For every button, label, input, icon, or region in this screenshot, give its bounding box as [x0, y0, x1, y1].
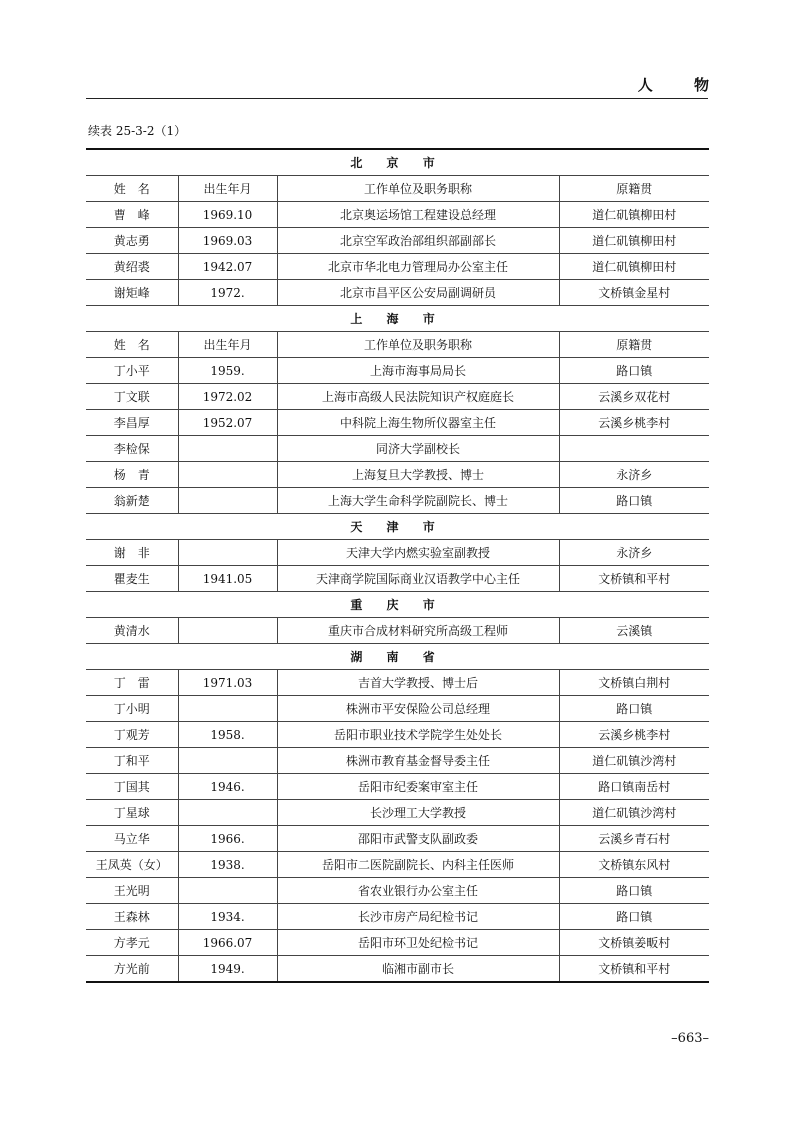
- table-row: [86, 696, 709, 722]
- table-caption: 续表 25-3-2（1）: [88, 124, 187, 138]
- birth-cell: 1972.02: [178, 384, 277, 410]
- section-title: 重 庆 市: [86, 592, 709, 618]
- name-cell: 丁 雷: [86, 670, 178, 696]
- hometown-cell: 云溪乡双花村: [559, 384, 709, 410]
- table-row: [86, 254, 709, 280]
- name-cell: 丁小平: [86, 358, 178, 384]
- table-row: [86, 904, 709, 930]
- hometown-cell: 永济乡: [559, 540, 709, 566]
- name-cell: 丁和平: [86, 748, 178, 774]
- column-header: 出生年月: [178, 332, 277, 358]
- birth-cell: 1969.03: [178, 228, 277, 254]
- hometown-cell: 文桥镇和平村: [559, 956, 709, 983]
- hometown-cell: 道仁矶镇柳田村: [559, 254, 709, 280]
- table-row: [86, 800, 709, 826]
- position-cell: 北京市华北电力管理局办公室主任: [277, 254, 559, 280]
- hometown-cell: 道仁矶镇沙湾村: [559, 800, 709, 826]
- hometown-cell: 路口镇: [559, 696, 709, 722]
- position-cell: 北京市昌平区公安局副调研员: [277, 280, 559, 306]
- birth-cell: [178, 618, 277, 644]
- table-row: [86, 462, 709, 488]
- position-cell: 北京空军政治部组织部副部长: [277, 228, 559, 254]
- name-cell: 谢矩峰: [86, 280, 178, 306]
- hometown-cell: 道仁矶镇沙湾村: [559, 748, 709, 774]
- column-header: 姓 名: [86, 176, 178, 202]
- name-cell: 丁文联: [86, 384, 178, 410]
- hometown-cell: 云溪乡桃李村: [559, 722, 709, 748]
- birth-cell: 1959.: [178, 358, 277, 384]
- page-number: –663–: [671, 1031, 709, 1046]
- position-cell: 天津大学内燃实验室副教授: [277, 540, 559, 566]
- position-cell: 上海市高级人民法院知识产权庭庭长: [277, 384, 559, 410]
- birth-cell: 1966.: [178, 826, 277, 852]
- birth-cell: 1969.10: [178, 202, 277, 228]
- table-row: [86, 202, 709, 228]
- table-row: [86, 670, 709, 696]
- hometown-cell: 文桥镇姜畈村: [559, 930, 709, 956]
- name-cell: 丁小明: [86, 696, 178, 722]
- birth-cell: [178, 696, 277, 722]
- position-cell: 临湘市副市长: [277, 956, 559, 983]
- position-cell: 长沙市房产局纪检书记: [277, 904, 559, 930]
- birth-cell: 1934.: [178, 904, 277, 930]
- position-cell: 株洲市教育基金督导委主任: [277, 748, 559, 774]
- position-cell: 吉首大学教授、博士后: [277, 670, 559, 696]
- hometown-cell: 文桥镇和平村: [559, 566, 709, 592]
- position-cell: 上海大学生命科学院副院长、博士: [277, 488, 559, 514]
- name-cell: 王凤英（女）: [86, 852, 178, 878]
- header-rule: [86, 98, 708, 99]
- name-cell: 翁新楚: [86, 488, 178, 514]
- position-cell: 北京奥运场馆工程建设总经理: [277, 202, 559, 228]
- birth-cell: 1958.: [178, 722, 277, 748]
- table-row: [86, 618, 709, 644]
- birth-cell: [178, 540, 277, 566]
- name-cell: 马立华: [86, 826, 178, 852]
- position-cell: 同济大学副校长: [277, 436, 559, 462]
- name-cell: 黄清水: [86, 618, 178, 644]
- birth-cell: 1946.: [178, 774, 277, 800]
- hometown-cell: 路口镇: [559, 488, 709, 514]
- hometown-cell: [559, 436, 709, 462]
- section-title: 湖 南 省: [86, 644, 709, 670]
- table-row: [86, 956, 709, 983]
- table-row: [86, 384, 709, 410]
- column-header-row: [86, 176, 709, 202]
- table-row: [86, 930, 709, 956]
- table-row: [86, 878, 709, 904]
- personnel-table: [86, 148, 709, 983]
- section-title: 天 津 市: [86, 514, 709, 540]
- hometown-cell: 路口镇南岳村: [559, 774, 709, 800]
- name-cell: 丁观芳: [86, 722, 178, 748]
- birth-cell: 1966.07: [178, 930, 277, 956]
- hometown-cell: 道仁矶镇柳田村: [559, 228, 709, 254]
- table-row: [86, 774, 709, 800]
- table-row: [86, 436, 709, 462]
- chapter-title: 人 物: [637, 76, 727, 94]
- section-title: 北 京 市: [86, 149, 709, 176]
- hometown-cell: 路口镇: [559, 904, 709, 930]
- table-row: [86, 228, 709, 254]
- name-cell: 王光明: [86, 878, 178, 904]
- section-row: [86, 644, 709, 670]
- name-cell: 方光前: [86, 956, 178, 983]
- hometown-cell: 云溪乡青石村: [559, 826, 709, 852]
- column-header: 工作单位及职务职称: [277, 176, 559, 202]
- table-body: [86, 149, 709, 982]
- hometown-cell: 文桥镇白荆村: [559, 670, 709, 696]
- birth-cell: 1952.07: [178, 410, 277, 436]
- section-row: [86, 592, 709, 618]
- name-cell: 曹 峰: [86, 202, 178, 228]
- hometown-cell: 路口镇: [559, 358, 709, 384]
- position-cell: 上海复旦大学教授、博士: [277, 462, 559, 488]
- column-header: 出生年月: [178, 176, 277, 202]
- name-cell: 丁星球: [86, 800, 178, 826]
- birth-cell: 1941.05: [178, 566, 277, 592]
- column-header: 姓 名: [86, 332, 178, 358]
- name-cell: 黄志勇: [86, 228, 178, 254]
- name-cell: 瞿麦生: [86, 566, 178, 592]
- name-cell: 方孝元: [86, 930, 178, 956]
- name-cell: 杨 青: [86, 462, 178, 488]
- column-header-row: [86, 332, 709, 358]
- birth-cell: [178, 436, 277, 462]
- hometown-cell: 文桥镇东风村: [559, 852, 709, 878]
- birth-cell: [178, 462, 277, 488]
- name-cell: 黄绍裘: [86, 254, 178, 280]
- name-cell: 李昌厚: [86, 410, 178, 436]
- position-cell: 岳阳市二医院副院长、内科主任医师: [277, 852, 559, 878]
- hometown-cell: 文桥镇金星村: [559, 280, 709, 306]
- table-row: [86, 488, 709, 514]
- hometown-cell: 云溪镇: [559, 618, 709, 644]
- birth-cell: 1942.07: [178, 254, 277, 280]
- table-row: [86, 826, 709, 852]
- position-cell: 重庆市合成材料研究所高级工程师: [277, 618, 559, 644]
- table-row: [86, 852, 709, 878]
- hometown-cell: 云溪乡桃李村: [559, 410, 709, 436]
- section-row: [86, 149, 709, 176]
- column-header: 工作单位及职务职称: [277, 332, 559, 358]
- table-row: [86, 566, 709, 592]
- birth-cell: [178, 488, 277, 514]
- position-cell: 天津商学院国际商业汉语教学中心主任: [277, 566, 559, 592]
- section-row: [86, 306, 709, 332]
- column-header: 原籍贯: [559, 332, 709, 358]
- name-cell: 李检保: [86, 436, 178, 462]
- table-row: [86, 358, 709, 384]
- position-cell: 岳阳市职业技术学院学生处处长: [277, 722, 559, 748]
- name-cell: 丁国其: [86, 774, 178, 800]
- birth-cell: 1972.: [178, 280, 277, 306]
- table-row: [86, 410, 709, 436]
- hometown-cell: 路口镇: [559, 878, 709, 904]
- birth-cell: [178, 878, 277, 904]
- table-row: [86, 540, 709, 566]
- section-row: [86, 514, 709, 540]
- position-cell: 岳阳市纪委案审室主任: [277, 774, 559, 800]
- table-row: [86, 280, 709, 306]
- birth-cell: 1971.03: [178, 670, 277, 696]
- name-cell: 王森林: [86, 904, 178, 930]
- table-row: [86, 722, 709, 748]
- birth-cell: [178, 800, 277, 826]
- position-cell: 株洲市平安保险公司总经理: [277, 696, 559, 722]
- hometown-cell: 道仁矶镇柳田村: [559, 202, 709, 228]
- position-cell: 省农业银行办公室主任: [277, 878, 559, 904]
- hometown-cell: 永济乡: [559, 462, 709, 488]
- position-cell: 中科院上海生物所仪器室主任: [277, 410, 559, 436]
- position-cell: 岳阳市环卫处纪检书记: [277, 930, 559, 956]
- position-cell: 上海市海事局局长: [277, 358, 559, 384]
- section-title: 上 海 市: [86, 306, 709, 332]
- position-cell: 长沙理工大学教授: [277, 800, 559, 826]
- birth-cell: [178, 748, 277, 774]
- birth-cell: 1938.: [178, 852, 277, 878]
- birth-cell: 1949.: [178, 956, 277, 983]
- position-cell: 邵阳市武警支队副政委: [277, 826, 559, 852]
- column-header: 原籍贯: [559, 176, 709, 202]
- name-cell: 谢 非: [86, 540, 178, 566]
- table-row: [86, 748, 709, 774]
